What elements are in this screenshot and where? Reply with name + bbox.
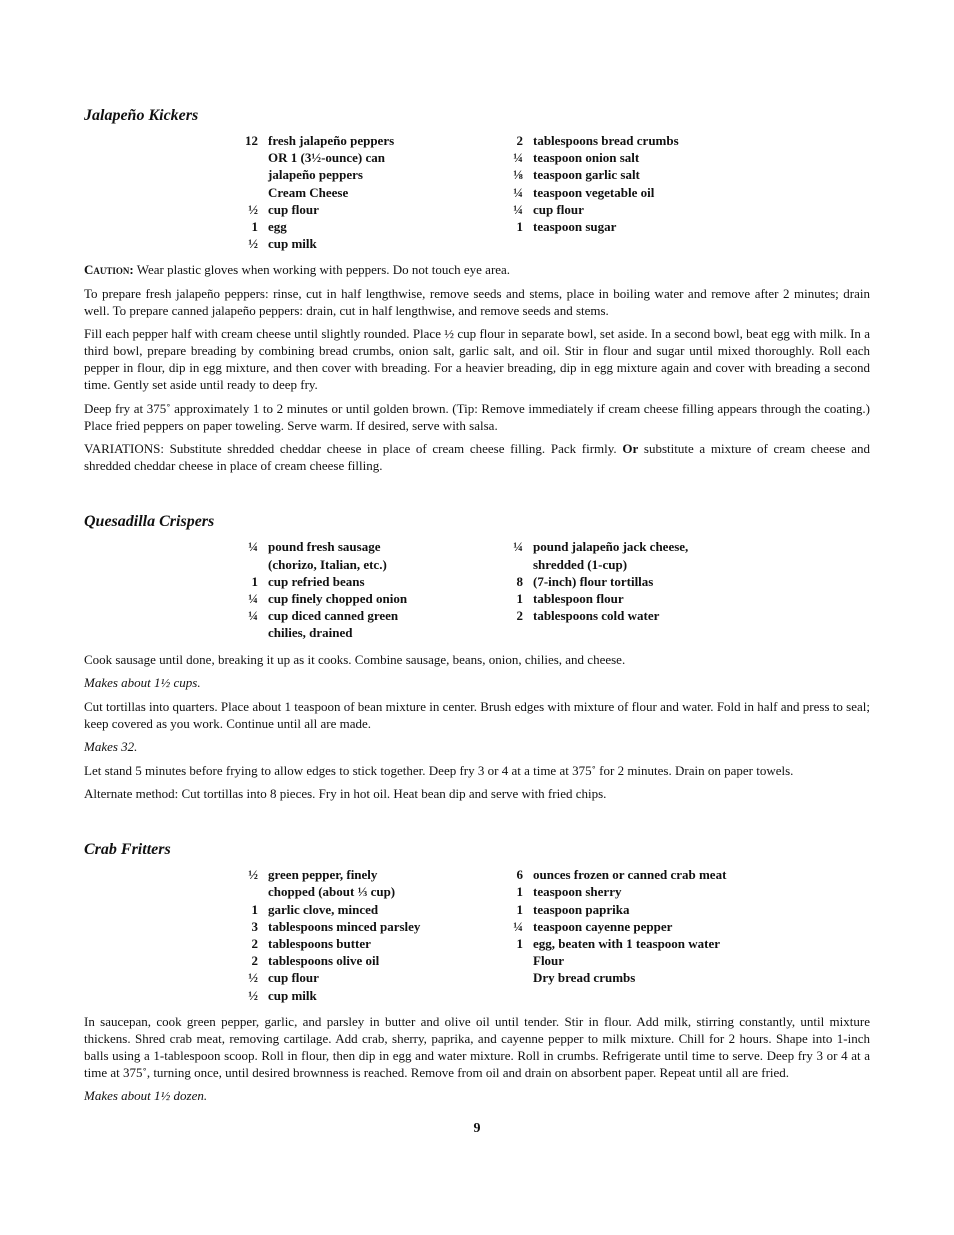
ingredient-row — [232, 590, 497, 607]
ingredient-text: tablespoons butter — [268, 935, 371, 951]
ingredient-column-left — [232, 132, 497, 252]
ingredient-quantity: 1 — [516, 884, 523, 900]
ingredient-text: teaspoon garlic salt — [533, 167, 640, 183]
ingredient-list — [232, 866, 870, 1004]
ingredient-row — [232, 969, 497, 986]
ingredient-text: cup flour — [533, 201, 584, 217]
ingredient-row — [497, 918, 762, 935]
ingredient-row — [232, 149, 497, 166]
ingredient-row — [497, 538, 762, 555]
ingredient-quantity: ¼ — [513, 201, 523, 217]
ingredient-list — [232, 538, 870, 641]
ingredient-text: cup milk — [268, 236, 317, 252]
ingredient-quantity: 2 — [516, 608, 523, 624]
ingredient-row — [232, 607, 497, 624]
ingredient-row — [232, 132, 497, 149]
recipe-title: Quesadilla Crispers — [84, 513, 215, 531]
recipe-page — [84, 106, 870, 1142]
ingredient-quantity: ½ — [248, 201, 258, 217]
variations-paragraph — [84, 440, 870, 474]
ingredient-text: tablespoon flour — [533, 591, 624, 607]
ingredient-row — [232, 184, 497, 201]
variations-or: Or — [622, 441, 639, 457]
ingredient-text: (chorizo, Italian, etc.) — [268, 556, 387, 572]
instruction-paragraph: Let stand 5 minutes before frying to allow edges to stick together. Deep fry 3 or 4 at a time at 375˚ for 2 minutes. Drain on paper towels. — [84, 762, 794, 778]
ingredient-column-right — [497, 538, 762, 641]
ingredient-text: garlic clove, minced — [268, 901, 379, 917]
ingredient-quantity — [497, 952, 533, 969]
ingredient-row — [232, 624, 497, 641]
ingredient-quantity — [232, 149, 268, 166]
ingredient-quantity: 2 — [516, 133, 523, 148]
ingredient-row — [232, 235, 497, 252]
page-number: 9 — [473, 1121, 481, 1136]
ingredient-quantity — [232, 624, 268, 641]
ingredient-text: teaspoon cayenne pepper — [533, 918, 673, 934]
caution-text: Wear plastic gloves when working with peppers. Do not touch eye area. — [133, 262, 511, 278]
instruction-paragraph: Cook sausage until done, breaking it up as it cooks. Combine sausage, beans, onion, chilies, and cheese. — [84, 651, 626, 667]
ingredient-text: tablespoons olive oil — [268, 953, 380, 969]
ingredient-quantity — [497, 969, 533, 986]
ingredient-column-right — [497, 132, 762, 252]
ingredient-text: egg — [268, 219, 287, 235]
ingredient-text: green pepper, finely — [268, 867, 378, 883]
ingredient-row — [497, 866, 762, 883]
ingredient-text: chopped (about ⅓ cup) — [268, 884, 396, 900]
ingredient-text: Cream Cheese — [268, 184, 349, 200]
ingredient-row — [232, 935, 497, 952]
ingredient-quantity — [232, 166, 268, 183]
ingredient-row — [232, 901, 497, 918]
ingredient-text: (7-inch) flour tortillas — [533, 573, 654, 589]
yield-note: Makes about 1½ cups. — [84, 675, 201, 691]
instruction-paragraph: Alternate method: Cut tortillas into 8 pieces. Fry in hot oil. Heat bean dip and serve with fried chips. — [84, 786, 607, 802]
yield-note: Makes about 1½ dozen. — [84, 1088, 208, 1104]
recipe-title: Jalapeño Kickers — [84, 107, 199, 124]
ingredient-quantity: ¼ — [513, 918, 523, 934]
ingredient-quantity: ½ — [248, 867, 258, 883]
ingredient-row — [497, 883, 762, 900]
ingredient-column-left — [232, 866, 497, 1004]
ingredient-row — [497, 166, 762, 183]
instruction-paragraph: To prepare fresh jalapeño peppers: rinse, cut in half lengthwise, remove seeds and stems, place in boiling water and remove after 2 minutes; drain well. To prepare canned jalapeño peppers: drain, cut in half lengthwise, and remove seeds and stems. — [84, 285, 870, 318]
ingredient-row — [232, 883, 497, 900]
ingredient-row — [497, 149, 762, 166]
ingredient-quantity: 1 — [516, 901, 523, 917]
ingredient-row — [497, 969, 762, 986]
ingredient-row — [232, 866, 497, 883]
ingredient-row — [232, 538, 497, 555]
ingredient-quantity — [232, 883, 268, 900]
ingredient-quantity: ¼ — [513, 184, 523, 200]
ingredient-column-left — [232, 538, 497, 641]
ingredient-text: teaspoon paprika — [533, 901, 630, 917]
recipe-quesadilla-crispers — [84, 512, 870, 802]
ingredient-text: fresh jalapeño peppers — [268, 133, 395, 148]
ingredient-text: tablespoons cold water — [533, 608, 660, 624]
ingredient-text: teaspoon onion salt — [533, 150, 640, 166]
ingredient-quantity: ½ — [248, 987, 258, 1003]
ingredient-quantity: ½ — [248, 970, 258, 986]
ingredient-row — [232, 166, 497, 183]
ingredient-row — [497, 901, 762, 918]
ingredient-text: Flour — [533, 953, 565, 969]
ingredient-row — [497, 201, 762, 218]
instruction-paragraph: Cut tortillas into quarters. Place about 1 teaspoon of bean mixture in center. Brush edges with mixture of flour and water. Fold in half and press to seal; keep covered as you work. Continue until all are made. — [84, 698, 870, 731]
ingredient-text: jalapeño peppers — [268, 167, 363, 183]
ingredient-row — [497, 935, 762, 952]
ingredient-row — [497, 218, 762, 235]
ingredient-row — [497, 590, 762, 607]
ingredient-quantity: 1 — [516, 935, 523, 951]
ingredient-text: chilies, drained — [268, 625, 353, 641]
ingredient-quantity: 1 — [251, 901, 258, 917]
ingredient-quantity: 12 — [245, 133, 258, 148]
ingredient-row — [232, 201, 497, 218]
ingredient-quantity: 3 — [251, 918, 258, 934]
ingredient-quantity: ⅛ — [513, 167, 523, 183]
instruction-paragraph: In saucepan, cook green pepper, garlic, and parsley in butter and olive oil until tender. Stir in flour. Add milk, stirring constantly, until mixture thickens. Shred crab meat, removing cartilage. Add crab, sherry, paprika, and cayenne pepper to milk mixture. Chill for 2 hours. Shape into 1-inch balls using a 1-tablespoon scoop. Roll in flour, then dip in egg and water mixture. Roll in crumbs. Refrigerate until time to serve. Deep fry 3 or 4 at a time at 375˚, turning once, until desired brownness is reached. Remove from oil and drain on absorbent paper. Repeat until all are fried. — [84, 1013, 870, 1080]
ingredient-text: Dry bread crumbs — [533, 970, 636, 986]
ingredient-row — [232, 918, 497, 935]
ingredient-row — [232, 987, 497, 1004]
ingredient-quantity: ½ — [248, 236, 258, 252]
recipe-crab-fritters — [84, 840, 870, 1104]
ingredient-quantity — [232, 184, 268, 201]
ingredient-text: OR 1 (3½-ounce) can — [268, 150, 385, 166]
ingredient-row — [497, 607, 762, 624]
variations-text: VARIATIONS: Substitute shredded cheddar cheese in place of cream cheese filling. Pack firmly. — [84, 441, 623, 457]
ingredient-quantity: ¼ — [248, 539, 258, 555]
variations-text: substitute a mixture of cream cheese and shredded cheddar cheese in place of cream cheese filling. — [84, 441, 870, 474]
ingredient-row — [497, 952, 762, 969]
ingredient-text: pound jalapeño jack cheese, — [533, 539, 689, 555]
caution-label: Caution: — [84, 262, 134, 278]
ingredient-row — [497, 556, 762, 573]
ingredient-quantity: 1 — [516, 219, 523, 235]
yield-note: Makes 32. — [84, 739, 138, 755]
ingredient-text: teaspoon sugar — [533, 219, 617, 235]
ingredient-text: pound fresh sausage — [268, 539, 381, 555]
ingredient-row — [232, 218, 497, 235]
ingredient-row — [232, 573, 497, 590]
ingredient-text: egg, beaten with 1 teaspoon water — [533, 935, 721, 951]
ingredient-text: cup diced canned green — [268, 608, 399, 624]
ingredient-row — [497, 573, 762, 590]
ingredient-text: cup refried beans — [268, 573, 365, 589]
ingredient-quantity — [232, 556, 268, 573]
ingredient-row — [497, 184, 762, 201]
ingredient-quantity: 2 — [251, 935, 258, 951]
ingredient-text: cup milk — [268, 987, 317, 1003]
caution-note — [84, 261, 870, 278]
ingredient-row — [232, 556, 497, 573]
ingredient-row — [232, 952, 497, 969]
ingredient-text: shredded (1-cup) — [533, 556, 628, 572]
ingredient-quantity: ¼ — [248, 608, 258, 624]
ingredient-quantity: 6 — [516, 867, 523, 883]
ingredient-text: teaspoon vegetable oil — [533, 184, 655, 200]
ingredient-list — [232, 132, 870, 252]
ingredient-text: ounces frozen or canned crab meat — [533, 867, 727, 883]
ingredient-quantity: 1 — [251, 573, 258, 589]
ingredient-quantity: 8 — [516, 573, 523, 589]
ingredient-quantity: ¼ — [248, 591, 258, 607]
ingredient-text: cup finely chopped onion — [268, 591, 408, 607]
ingredient-text: cup flour — [268, 970, 319, 986]
ingredient-quantity — [497, 556, 533, 573]
ingredient-text: tablespoons bread crumbs — [533, 133, 679, 148]
instruction-paragraph: Deep fry at 375˚ approximately 1 to 2 minutes or until golden brown. (Tip: Remove immediately if cream cheese filling appears through the coating.) Place fried peppers on paper toweling. Serve warm. If desired, serve with salsa. — [84, 400, 870, 433]
ingredient-text: tablespoons minced parsley — [268, 918, 421, 934]
ingredient-column-right — [497, 866, 762, 1004]
instruction-paragraph: Fill each pepper half with cream cheese until slightly rounded. Place ½ cup flour in separate bowl, set aside. In a second bowl, beat egg with milk. In a third bowl, prepare breading by combining bread crumbs, onion salt, garlic salt, and oil. Stir in flour and sugar until mixed thoroughly. Roll each pepper in flour, dip in egg mixture, and then cover with breading. For a heavier breading, dip in egg mixture again and cover with breading a second time. Gently set aside until ready to deep fry. — [84, 326, 870, 393]
recipe-title: Crab Fritters — [84, 841, 171, 859]
ingredient-text: teaspoon sherry — [533, 884, 622, 900]
ingredient-quantity: 1 — [516, 591, 523, 607]
ingredient-quantity: 2 — [251, 953, 258, 969]
recipe-jalapeno-kickers — [84, 106, 870, 474]
ingredient-quantity: 1 — [251, 219, 258, 235]
ingredient-row — [497, 132, 762, 149]
ingredient-quantity: ¼ — [513, 539, 523, 555]
ingredient-quantity: ¼ — [513, 150, 523, 166]
ingredient-text: cup flour — [268, 201, 319, 217]
